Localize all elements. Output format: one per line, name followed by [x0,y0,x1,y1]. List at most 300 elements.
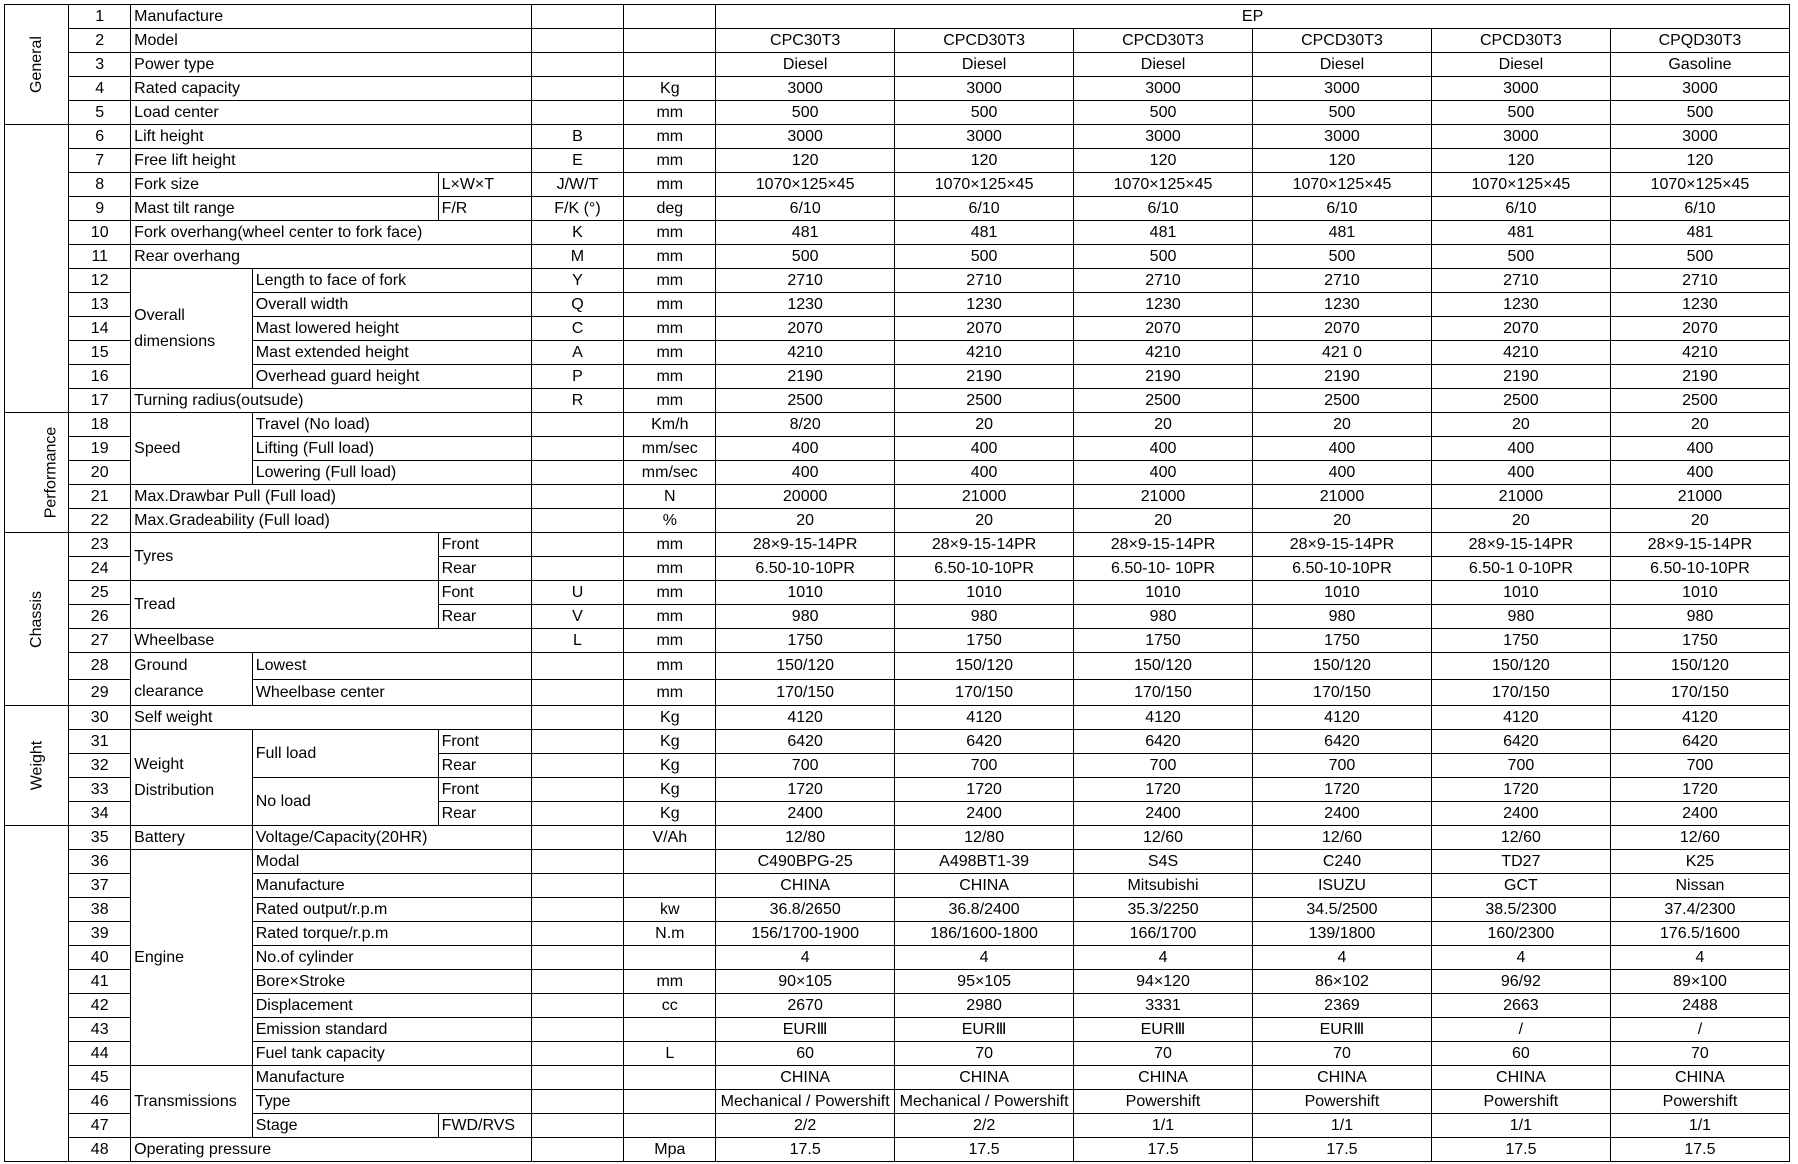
value-cell: 400 [895,437,1074,461]
value-cell: 2400 [1074,802,1253,826]
unit-cell [624,874,716,898]
value-cell: 150/120 [1074,653,1253,680]
value-cell: 700 [1610,754,1789,778]
label-cell: Lift height [131,125,531,149]
symbol-cell [531,1090,624,1114]
value-cell: ISUZU [1253,874,1432,898]
label-cell: Voltage/Capacity(20HR) [252,826,531,850]
value-cell: 120 [1610,149,1789,173]
label-cell: Mast extended height [252,341,531,365]
value-cell: 1070×125×45 [895,173,1074,197]
symbol-cell: M [531,245,624,269]
value-cell: GCT [1431,874,1610,898]
value-cell: 35.3/2250 [1074,898,1253,922]
value-cell: 90×105 [716,970,895,994]
unit-cell: mm [624,341,716,365]
unit-cell: Mpa [624,1138,716,1162]
value-cell: 2663 [1431,994,1610,1018]
row-number: 26 [69,605,131,629]
value-cell: 8/20 [716,413,895,437]
value-cell: 2670 [716,994,895,1018]
value-cell: 166/1700 [1074,922,1253,946]
value-cell: Diesel [1431,53,1610,77]
table-row [5,245,1790,269]
value-cell: CPC30T3 [716,29,895,53]
value-cell: 1070×125×45 [1253,173,1432,197]
value-cell: 120 [1074,149,1253,173]
section-label-text: Weight [28,740,46,791]
label-cell: Travel (No load) [252,413,531,437]
value-cell: Gasoline [1610,53,1789,77]
value-cell: 2190 [1074,365,1253,389]
table-row [5,1066,1790,1090]
unit-cell: L [624,1042,716,1066]
value-cell: 12/60 [1253,826,1432,850]
label-cell: No load [252,778,438,826]
value-cell: EP [716,5,1790,29]
label-cell: Turning radius(outsude) [131,389,531,413]
symbol-cell [531,850,624,874]
table-row [5,53,1790,77]
unit-cell: mm [624,173,716,197]
table-row [5,77,1790,101]
row-number: 13 [69,293,131,317]
value-cell: 20 [1253,509,1432,533]
value-cell: CHINA [716,874,895,898]
value-cell: 28×9-15-14PR [895,533,1074,557]
value-cell: 400 [1074,461,1253,485]
unit-cell: N.m [624,922,716,946]
value-cell: 1720 [716,778,895,802]
value-cell: 120 [716,149,895,173]
value-cell: 2/2 [895,1114,1074,1138]
unit-cell: mm [624,245,716,269]
value-cell: 2190 [716,365,895,389]
label-cell: Tyres [131,533,438,581]
table-row [5,994,1790,1018]
label-cell: Stage [252,1114,438,1138]
label-cell: Speed [131,413,253,485]
symbol-cell [531,874,624,898]
label-cell: Manufacture [252,1066,531,1090]
symbol-cell [531,994,624,1018]
unit-cell [624,1090,716,1114]
label-cell: Max.Gradeability (Full load) [131,509,531,533]
symbol-cell: Q [531,293,624,317]
value-cell: 6.50-10-10PR [895,557,1074,581]
value-cell: 2400 [895,802,1074,826]
table-row [5,269,1790,293]
value-cell: 481 [1431,221,1610,245]
unit-cell: mm [624,970,716,994]
label-cell: Fuel tank capacity [252,1042,531,1066]
section-label [5,533,69,706]
unit-cell: % [624,509,716,533]
value-cell: 481 [1253,221,1432,245]
value-cell: 980 [1431,605,1610,629]
value-cell: 12/80 [895,826,1074,850]
unit-cell: deg [624,197,716,221]
label-cell: F/R [438,197,531,221]
value-cell: 700 [895,754,1074,778]
value-cell: 2488 [1610,994,1789,1018]
section-label [5,706,69,826]
value-cell: 4 [1431,946,1610,970]
row-number: 21 [69,485,131,509]
table-row [5,778,1790,802]
symbol-cell [531,898,624,922]
label-cell: Rear [438,605,531,629]
symbol-cell [531,754,624,778]
value-cell: 2400 [716,802,895,826]
table-row [5,173,1790,197]
table-row [5,365,1790,389]
unit-cell: mm [624,365,716,389]
value-cell: 20 [1074,509,1253,533]
value-cell: CHINA [1431,1066,1610,1090]
unit-cell: mm/sec [624,461,716,485]
value-cell: 28×9-15-14PR [1253,533,1432,557]
value-cell: 500 [1074,101,1253,125]
value-cell: 1750 [895,629,1074,653]
unit-cell: Kg [624,754,716,778]
symbol-cell [531,922,624,946]
value-cell: Diesel [1074,53,1253,77]
value-cell: 6/10 [1074,197,1253,221]
row-number: 15 [69,341,131,365]
value-cell: 6.50-10-10PR [1610,557,1789,581]
table-row [5,970,1790,994]
value-cell: 120 [895,149,1074,173]
value-cell: 500 [1074,245,1253,269]
label-cell: Overall width [252,293,531,317]
label-cell: Load center [131,101,531,125]
value-cell: 20 [1431,413,1610,437]
value-cell: 186/1600-1800 [895,922,1074,946]
value-cell: Powershift [1253,1090,1432,1114]
value-cell: S4S [1074,850,1253,874]
value-cell: CPCD30T3 [1253,29,1432,53]
value-cell: 3000 [1431,77,1610,101]
label-cell: Front [438,778,531,802]
unit-cell: mm [624,389,716,413]
value-cell: 20 [1253,413,1432,437]
value-cell: 1010 [716,581,895,605]
value-cell: 500 [716,245,895,269]
value-cell: 1010 [895,581,1074,605]
unit-cell [624,850,716,874]
value-cell: 4120 [1253,706,1432,730]
value-cell: Powershift [1074,1090,1253,1114]
label-cell: Rated capacity [131,77,531,101]
label-cell: Ground clearance [131,653,253,706]
table-row [5,730,1790,754]
unit-cell: mm [624,221,716,245]
unit-cell: Kg [624,77,716,101]
label-cell: FWD/RVS [438,1114,531,1138]
value-cell: 37.4/2300 [1610,898,1789,922]
value-cell: CPCD30T3 [1074,29,1253,53]
value-cell: 1010 [1610,581,1789,605]
value-cell: 500 [1610,245,1789,269]
table-row [5,341,1790,365]
row-number: 24 [69,557,131,581]
value-cell: 500 [716,101,895,125]
symbol-cell [531,557,624,581]
value-cell: 2400 [1610,802,1789,826]
label-cell: Mast lowered height [252,317,531,341]
value-cell: 21000 [1431,485,1610,509]
symbol-cell: J/W/T [531,173,624,197]
value-cell: 400 [1610,437,1789,461]
value-cell: 70 [1253,1042,1432,1066]
value-cell: 2710 [1253,269,1432,293]
symbol-cell [531,1042,624,1066]
value-cell: 980 [1253,605,1432,629]
value-cell: 17.5 [716,1138,895,1162]
label-cell: Operating pressure [131,1138,531,1162]
row-number: 46 [69,1090,131,1114]
value-cell: 3000 [716,77,895,101]
value-cell: 6420 [716,730,895,754]
value-cell: 980 [1074,605,1253,629]
value-cell: CHINA [1253,1066,1432,1090]
value-cell: EURⅢ [716,1018,895,1042]
value-cell: 96/92 [1431,970,1610,994]
value-cell: 1230 [1253,293,1432,317]
value-cell: 400 [1431,461,1610,485]
row-number: 28 [69,653,131,680]
value-cell: 3000 [1074,125,1253,149]
table-row [5,29,1790,53]
symbol-cell: L [531,629,624,653]
row-number: 16 [69,365,131,389]
table-row [5,533,1790,557]
unit-cell [624,29,716,53]
value-cell: 1/1 [1253,1114,1432,1138]
label-cell: Font [438,581,531,605]
value-cell: C490BPG-25 [716,850,895,874]
value-cell: Powershift [1431,1090,1610,1114]
value-cell: 150/120 [1431,653,1610,680]
value-cell: 500 [1431,101,1610,125]
value-cell: 4210 [716,341,895,365]
table-row [5,461,1790,485]
value-cell: 400 [895,461,1074,485]
value-cell: 500 [1253,101,1432,125]
label-cell: Type [252,1090,531,1114]
value-cell: A498BT1-39 [895,850,1074,874]
value-cell: 120 [1253,149,1432,173]
value-cell: 150/120 [1610,653,1789,680]
table-row [5,413,1790,437]
symbol-cell [531,1018,624,1042]
row-number: 30 [69,706,131,730]
value-cell: EURⅢ [1253,1018,1432,1042]
unit-cell: mm [624,149,716,173]
value-cell: 21000 [1074,485,1253,509]
value-cell: 2190 [1253,365,1432,389]
table-row [5,125,1790,149]
value-cell: 6/10 [716,197,895,221]
value-cell: CHINA [1074,1066,1253,1090]
value-cell: 4 [1610,946,1789,970]
label-cell: Power type [131,53,531,77]
value-cell: CPCD30T3 [1431,29,1610,53]
symbol-cell: R [531,389,624,413]
unit-cell: Kg [624,730,716,754]
section-label [5,413,69,533]
value-cell: 700 [1253,754,1432,778]
unit-cell: kw [624,898,716,922]
value-cell: 1750 [1253,629,1432,653]
value-cell: K25 [1610,850,1789,874]
value-cell: 170/150 [895,679,1074,706]
value-cell: 400 [716,461,895,485]
value-cell: Diesel [895,53,1074,77]
symbol-cell: C [531,317,624,341]
value-cell: 3000 [1074,77,1253,101]
table-row [5,293,1790,317]
value-cell: 1720 [1610,778,1789,802]
value-cell: 1720 [1431,778,1610,802]
value-cell: 28×9-15-14PR [1431,533,1610,557]
row-number: 32 [69,754,131,778]
value-cell: 4210 [895,341,1074,365]
section-label [5,826,69,1162]
row-number: 8 [69,173,131,197]
value-cell: 4210 [1074,341,1253,365]
row-number: 2 [69,29,131,53]
row-number: 42 [69,994,131,1018]
label-cell: Overall dimensions [131,269,253,389]
value-cell: 34.5/2500 [1253,898,1432,922]
row-number: 29 [69,679,131,706]
value-cell: 400 [1253,437,1432,461]
value-cell: 2710 [716,269,895,293]
symbol-cell: F/K (°) [531,197,624,221]
symbol-cell: B [531,125,624,149]
row-number: 19 [69,437,131,461]
value-cell: 400 [1074,437,1253,461]
value-cell: 60 [716,1042,895,1066]
value-cell: 6420 [1431,730,1610,754]
symbol-cell: Y [531,269,624,293]
unit-cell: Kg [624,778,716,802]
symbol-cell [531,101,624,125]
value-cell: TD27 [1431,850,1610,874]
table-row [5,679,1790,706]
row-number: 40 [69,946,131,970]
label-cell: Front [438,730,531,754]
value-cell: 1/1 [1074,1114,1253,1138]
table-row [5,1018,1790,1042]
value-cell: 139/1800 [1253,922,1432,946]
value-cell: 400 [1253,461,1432,485]
unit-cell: Kg [624,802,716,826]
value-cell: 1010 [1074,581,1253,605]
table-row [5,898,1790,922]
row-number: 5 [69,101,131,125]
spec-table [4,4,1790,1162]
row-number: 23 [69,533,131,557]
row-number: 25 [69,581,131,605]
symbol-cell [531,485,624,509]
label-cell: Rated torque/r.p.m [252,922,531,946]
value-cell: 700 [716,754,895,778]
value-cell: 2710 [895,269,1074,293]
symbol-cell [531,533,624,557]
value-cell: 20 [895,413,1074,437]
label-cell: Modal [252,850,531,874]
value-cell: 4 [716,946,895,970]
unit-cell [624,1114,716,1138]
value-cell: 1750 [1610,629,1789,653]
value-cell: 21000 [1253,485,1432,509]
value-cell: 6420 [1253,730,1432,754]
value-cell: Mechanical / Powershift [716,1090,895,1114]
symbol-cell: K [531,221,624,245]
table-row [5,922,1790,946]
symbol-cell: A [531,341,624,365]
value-cell: 1230 [1610,293,1789,317]
value-cell: 980 [895,605,1074,629]
unit-cell: mm [624,101,716,125]
table-row [5,509,1790,533]
value-cell: 980 [716,605,895,629]
symbol-cell: E [531,149,624,173]
label-cell: Bore×Stroke [252,970,531,994]
table-row [5,389,1790,413]
value-cell: CPQD30T3 [1610,29,1789,53]
row-number: 35 [69,826,131,850]
value-cell: 1070×125×45 [716,173,895,197]
row-number: 1 [69,5,131,29]
value-cell: 1230 [1431,293,1610,317]
table-row [5,197,1790,221]
value-cell: 170/150 [1610,679,1789,706]
unit-cell [624,53,716,77]
value-cell: 38.5/2300 [1431,898,1610,922]
value-cell: CHINA [895,874,1074,898]
value-cell: 2070 [1074,317,1253,341]
value-cell: 6/10 [895,197,1074,221]
value-cell: 3331 [1074,994,1253,1018]
value-cell: 400 [716,437,895,461]
table-row [5,101,1790,125]
value-cell: 6.50-10- 10PR [1074,557,1253,581]
symbol-cell [531,826,624,850]
label-cell: Manufacture [131,5,531,29]
unit-cell: mm [624,605,716,629]
value-cell: 481 [1610,221,1789,245]
value-cell: 170/150 [1431,679,1610,706]
value-cell: 4 [1074,946,1253,970]
unit-cell [624,1018,716,1042]
value-cell: 21000 [895,485,1074,509]
row-number: 7 [69,149,131,173]
value-cell: 28×9-15-14PR [1610,533,1789,557]
value-cell: 4120 [1431,706,1610,730]
symbol-cell: V [531,605,624,629]
value-cell: 20 [716,509,895,533]
value-cell: 980 [1610,605,1789,629]
value-cell: 2500 [1253,389,1432,413]
unit-cell: mm [624,269,716,293]
section-label-text: Chassis [28,590,46,648]
value-cell: 3000 [1431,125,1610,149]
symbol-cell: P [531,365,624,389]
